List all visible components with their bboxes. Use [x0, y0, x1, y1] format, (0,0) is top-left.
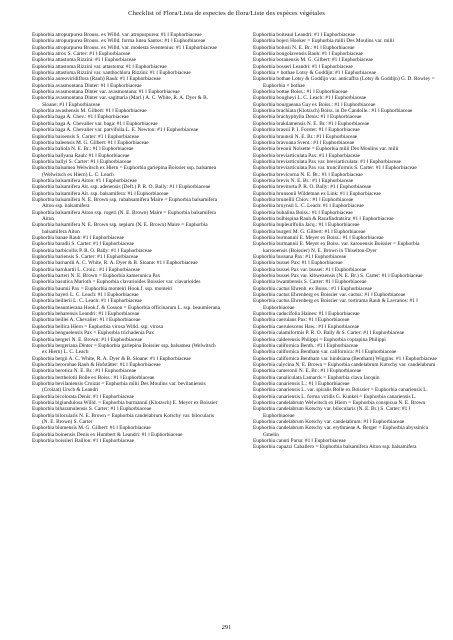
species-entry: Euphorbia avasmontana Dinter: #1 ‖ Euphorbiaceae — [32, 82, 142, 89]
species-entry: Euphorbia bongolavensis Rauh: #1 ‖ Euphorbiaceae — [253, 51, 363, 58]
species-entry: Euphorbia calderensis Philippi = Euphorbia copiapina Philippi — [253, 336, 386, 343]
species-entry: Euphorbia berthelotii Bolle ex Boiss.: #1 ‖ Euphorbiaceae — [32, 374, 155, 381]
species-entry: Euphorbia canuti Parsa: #1 ‖ Euphorbiaceae — [253, 438, 346, 444]
species-entry: Euphorbia caerulescens Haw.: #1 ‖ Euphorbiaceae — [253, 323, 360, 330]
species-entry: Euphorbia bayeri L. C. Leach: #1 ‖ Euphorbiaceae — [32, 292, 139, 299]
species-entry: Euphorbia breviarticulata Pax var. trunciformis S. Carter: #1 ‖ Euphorbiaceae — [253, 165, 417, 172]
species-entry: Euphorbia balsamea Welwitsch ex Hiern = Euphorbia gariepina Boissier ssp. balsamea (Welwitsch ex Hiern) L. C. Leach — [32, 165, 217, 178]
species-entry: Euphorbia boiteaui Leandri: #1 ‖ Euphorbiaceae — [253, 32, 355, 38]
species-entry: Euphorbia bosseri Leandri: #1 ‖ Euphorbiaceae — [253, 63, 353, 70]
species-entry: Euphorbia calamiformis P. R. O. Bally & S. Carter: #1 ‖ Euphorbiaceae — [253, 330, 405, 337]
species-entry: Euphorbia bussana Pax: #1 ‖ Euphorbiaceae — [253, 254, 347, 261]
species-entry: Euphorbia candelabrum Welwitsch ex Hiern = Euphorbia conspicua N. E. Brown — [253, 399, 426, 406]
species-entry: Euphorbia balsamifera N. E. Brown ssp. sepium (N. E. Brown) Maire = Euphorbia balsamifera Aiton — [32, 222, 208, 235]
species-entry: Euphorbia baga A. Chevalier var. parvifolia L. E. Newton: #1 ‖ Euphorbiaceae — [32, 127, 199, 134]
species-entry: Euphorbia bergii A. C. White, R. A. Dyer & B. Sloane: #1 ‖ Euphorbiaceae — [32, 355, 191, 362]
species-entry: Euphorbia balsamifera N. E. Brown ssp. rubabsamifera Maire = Euphorbia balsamifera Aiton ssp. balsamifera — [32, 196, 217, 210]
species-entry: Euphorbia bolusii N. E. Br.: #1 ‖ Euphorbiaceae — [253, 44, 355, 51]
species-entry: Euphorbia cactus Ehrenb. ex Boiss.: #1 ‖ Euphorbiaceae — [253, 285, 373, 292]
species-entry: Euphorbia brakdamensis N. E. Br.: #1 ‖ Euphorbiaceae — [253, 120, 370, 127]
page-number: 291 — [221, 624, 232, 631]
page-header: Checklist of Flora/Lista de especies de flora/Liste des espèces végétales — [128, 10, 325, 17]
species-entry: Euphorbia atropurpurea Brouss. ex Willd. forma lutea Santos: #1 ‖ Euphorbiaceae — [32, 38, 206, 45]
species-entry: Euphorbia baleensis M. G. Gilbert: #1 ‖ Euphorbiaceae — [32, 139, 149, 146]
species-entry: Euphorbia baliola N. E. Br.: #1 ‖ Euphorbiaceae — [32, 146, 134, 153]
species-entry: Euphorbia bourgaeana Gay ex Boiss.: #1 ‖ Euphorbiaceae — [253, 101, 376, 108]
species-entry: Euphorbia balsamifera Ait. ssp. balsamifera: #1 ‖ Euphorbiaceae — [32, 190, 169, 197]
species-entry: Euphorbia bellica Hiern = Euphorbia virosa Willd. ssp. virosa — [32, 323, 163, 330]
species-entry: Euphorbia banae Rauh: #1 ‖ Euphorbiaceae — [32, 235, 124, 241]
species-entry: Euphorbia bothae Lotsy & Goddijn var. anticaffra (Lotsy & Goddijn) G. D. Rowley = Euphorbia × bothae — [253, 76, 435, 89]
species-entry: Euphorbia beharensis Leandri: #1 ‖ Euphorbiaceae — [32, 311, 140, 318]
species-entry: Euphorbia breviarticulata Pax: #1 ‖ Euphorbiaceae — [253, 152, 360, 159]
species-entry: Euphorbia bariensis S. Carter: #1 ‖ Euphorbiaceae — [32, 254, 139, 261]
species-entry: Euphorbia attastoma Rizzini var. xanthochlora Rizzini: #1 ‖ Euphorbiaceae — [32, 70, 191, 77]
species-entry: Euphorbia californica Bentham var. hindsiana (Bentham) Wiggins: #1 ‖ Euphorbiaceae — [253, 355, 437, 362]
species-entry: Euphorbia atropurpurea Brouss. ex Willd. var. atropurpurea: #1 ‖ Euphorbiaceae — [32, 32, 202, 38]
species-entry: Euphorbia bergeriana Dinter = Euphorbia gariepina Boissier ssp. balsamea (Welwitsch ex Hiern) L. C. Leach — [32, 342, 216, 356]
species-entry: Euphorbia ballyana Rauh: #1 ‖ Euphorbiaceae — [32, 152, 130, 159]
species-entry: Euphorbia baioensis S. Carter: #1 ‖ Euphorbiaceae — [32, 133, 139, 140]
species-entry: Euphorbia cameronii N. E. Br.: #1 ‖ Euphorbiaceae — [253, 368, 362, 375]
right-column — [253, 32, 441, 451]
species-entry: Euphorbia bergeri N. E. Brown: #1 ‖ Euphorbiaceae — [32, 336, 143, 343]
species-entry: Euphorbia bougheyi L. C. Leach: #1 ‖ Euphorbiaceae — [253, 95, 367, 102]
species-entry: Euphorbia bottae Boiss.: #1 ‖ Euphorbiaceae — [253, 89, 348, 96]
species-entry: Euphorbia boissieri Baillon: #1 ‖ Euphorbiaceae — [32, 438, 134, 444]
species-entry: Euphorbia calycina N. E. Brown = Euphorbia candelabrum Kotschy var. candelabrum — [253, 361, 436, 368]
species-entry: Euphorbia brevis N. E. Br.: #1 ‖ Euphorbiaceae — [253, 177, 354, 184]
species-entry: Euphorbia balsamifera Aiton: #1 ‖ Euphorbiaceae — [32, 177, 137, 184]
species-entry: Euphorbia attastoma Rizzini: #1 ‖ Euphorbiaceae — [32, 57, 137, 64]
species-entry: Euphorbia berorohae Rauh & Hofstätter: #1 ‖ Euphorbiaceae — [32, 361, 161, 368]
species-entry: Euphorbia bussei Pax var. kibwezensis (N. E. Br.) S. Carter: #1 ‖ Euphorbiaceae — [253, 273, 423, 280]
species-entry: Euphorbia brunellii Chiov.: #1 ‖ Euphorbiaceae — [253, 196, 354, 203]
species-entry: Euphorbia brunsonii Wildeman ex Link: #1 ‖ Euphorbiaceae — [253, 190, 381, 197]
species-entry: Euphorbia canariensis L. var. spiralis Bolle ex Boissier = Euphorbia canariensis L. — [253, 387, 428, 394]
species-entry: Euphorbia biumensis M. G. Gilbert: #1 ‖ Euphorbiaceae — [32, 425, 151, 432]
species-entry: Euphorbia burmannii E. Meyer ex Boiss.: #1 ‖ Euphorbiaceae — [253, 235, 384, 241]
species-entry: Euphorbia barnhartii L. Croiz.: #1 ‖ Euphorbiaceae — [32, 266, 140, 273]
species-entry: Euphorbia avasmontana Dinter var. sagittaria (Marl.) A. C. White, R. A. Dyer & B. Sloane: #1 ‖ Euphorbiaceae — [32, 95, 208, 108]
species-entry: Euphorbia balsamifera Aiton ssp. rogeri (N. E. Brown) Maire = Euphorbia balsamifera Aiton — [32, 209, 216, 222]
species-entry: Euphorbia bussei Pax var. bussei: #1 ‖ Euphorbiaceae — [253, 266, 367, 273]
species-entry: Euphorbia bulbispina Rauh & Razafindratsira: #1 ‖ Euphorbiaceae — [253, 215, 394, 222]
species-entry: Euphorbia candelabrum Kotschy var. erythraeae A. Berger = Euphorbia abyssinica Gmelin — [253, 425, 429, 438]
species-entry: Euphorbia bravoana Svent.: #1 ‖ Euphorbiaceae — [253, 139, 355, 146]
species-entry: Euphorbia biglandulosa Willd. = Euphorbia burmannii (Klotzsch) E. Meyer ex Boissier — [32, 399, 218, 406]
species-entry: Euphorbia × bothae Lotsy & Goddijn: #1 ‖ Euphorbiaceae — [253, 70, 377, 77]
species-entry: Euphorbia candelabrum Kotschy var. candelabrum: #1 ‖ Euphorbiaceae — [253, 418, 405, 425]
species-entry: Euphorbia atrox S. Carter: #1 ‖ Euphorbiaceae — [32, 51, 131, 58]
species-entry: Euphorbia atropurpurea Brouss. ex Willd. var. modesta Sventenius: #1 ‖ Euphorbiaceae — [32, 44, 217, 51]
species-entry: Euphorbia cactus Ehrenberg ex Boissier var. cactus: #1 ‖ Euphorbiaceae — [253, 292, 406, 299]
species-entry: Euphorbia barnardii A. C. White, R. A. Dyer & B. Sloane: #1 ‖ Euphorbiaceae — [32, 260, 198, 267]
species-entry: Euphorbia attastoma Rizzini var. attastoma: #1 ‖ Euphorbiaceae — [32, 63, 167, 70]
species-entry: Euphorbia breonii Noisette = Euphorbia milii Des Moulins var. milii — [253, 146, 399, 153]
species-entry: Euphorbia brachyphylla Denis: #1 ‖ Euphorbiaceae — [253, 114, 362, 121]
species-entry: Euphorbia benguelensis Pax = Euphorbia trichadenia Pax — [32, 330, 154, 337]
species-entry: Euphorbia bicolorata Denis: #1 ‖ Euphorbiaceae — [32, 393, 134, 400]
species-entry: Euphorbia bussei Pax: #1 ‖ Euphorbiaceae — [253, 260, 343, 267]
species-entry: Euphorbia caducifolia Haines: #1 ‖ Euphorbiaceae — [253, 311, 360, 318]
species-entry: Euphorbia brevicorna N. E. Br.: #1 ‖ Euphorbiaceae — [253, 171, 363, 178]
species-entry: Euphorbia bilocularis N. E. Brown = Euphorbia candelabrum Kotschy var. bilocularis (N. E. Brown) S. Carter — [32, 412, 215, 425]
species-entry: Euphorbia capazzi Caballero = Euphorbia balsamifera Aiton ssp. balsamifera — [253, 444, 417, 451]
species-entry: Euphorbia biharamulensis S. Carter: #1 ‖ Euphorbiaceae — [32, 406, 152, 413]
species-entry: Euphorbia barteri N. E. Brown = Euphorbia kamerunica Pax — [32, 273, 161, 280]
species-entry: Euphorbia brevitorta P. R. O. Bally: #1 ‖ Euphorbiaceae — [253, 184, 372, 191]
species-entry: Euphorbia breviarticulata Pax var. breviarticulata: #1 ‖ Euphorbiaceae — [253, 158, 401, 165]
species-entry: Euphorbia canariensis L. forma viridis G. Kunkel = Euphorbia canariensis L. — [253, 393, 417, 400]
species-entry: Euphorbia ballyi S. Carter: #1 ‖ Euphorbiaceae — [32, 158, 132, 165]
species-entry: Euphorbia beillerii L. C. Leach: #1 ‖ Euphorbiaceae — [32, 298, 142, 305]
species-entry: Euphorbia braunsii N. E. Br.: #1 ‖ Euphorbiaceae — [253, 133, 358, 140]
species-entry: Euphorbia bevilaniensis Croizat = Euphorbia milii Des Moulins var. bevilaniensis (Croizat) Ursch & Leandri — [32, 380, 206, 394]
species-entry: Euphorbia boranensis M. G. Gilbert: #1 ‖ Euphorbiaceae — [253, 57, 373, 64]
species-entry: Euphorbia californica Bentham var. californica: #1 ‖ Euphorbiaceae — [253, 349, 397, 356]
species-entry: Euphorbia cactus Ehrenberg ex Boissier var. tortirama Rauh & Lavranos: #1 ‖ Euphorbiaceae — [253, 298, 418, 311]
species-entry: Euphorbia balsamifera Ait. ssp. adenensis (Deft.) P. R. O. Bally: #1 ‖ Euphorbiaceae — [32, 184, 211, 191]
species-entry: Euphorbia avasmontana Dinter var. avasmontana: #1 ‖ Euphorbiaceae — [32, 89, 180, 96]
species-entry: Euphorbia candelabrum Kotschy var. bilocularis (N. E. Br.) S. Carter: #1 ‖ Euphorbiaceae — [253, 406, 411, 419]
species-entry: Euphorbia boinensis Denis ex Humbert & Leandri: #1 ‖ Euphorbiaceae — [32, 431, 183, 438]
species-entry: Euphorbia beillei A. Chevalier: #1 ‖ Euphorbiaceae — [32, 317, 141, 324]
species-entry: Euphorbia bojeri Hooker = Euphorbia milii Des Moulins var. milii — [253, 38, 394, 45]
species-entry: Euphorbia burgeri M. G. Gilbert: #1 ‖ Euphorbiaceae — [253, 228, 366, 235]
left-column — [32, 32, 220, 444]
species-entry: Euphorbia aureoviridiflora (Rauh) Rauh: #1 ‖ Euphorbiaceae — [32, 76, 161, 83]
species-entry: Euphorbia basutica Marloth = Euphorbia clavarioides Boissier var. clavarioides — [32, 279, 201, 286]
species-entry: Euphorbia awashensis M. Gilbert: #1 ‖ Euphorbiaceae — [32, 108, 147, 115]
species-entry: Euphorbia burmannii E. Meyer ex Boiss. var. karooensis Boissier = Euphorbia karrooensis (Boissier) N. E. Brown in Thiselton-Dyer — [253, 241, 420, 254]
species-entry: Euphorbia bupleurifolia Jacq.: #1 ‖ Euphorbiaceae — [253, 222, 360, 229]
species-entry: Euphorbia berotica N. E. Br.: #1 ‖ Euphorbiaceae — [32, 368, 137, 375]
species-entry: Euphorbia bruynsii L. C. Leach: #1 ‖ Euphorbiaceae — [253, 203, 364, 210]
species-entry: Euphorbia barbicollis P. R. O. Bally: #1 ‖ Euphorbiaceae — [32, 247, 152, 254]
species-entry: Euphorbia baradii S. Carter: #1 ‖ Euphorbiaceae — [32, 241, 134, 248]
species-entry: Euphorbia californica Benth.: #1 ‖ Euphorbiaceae — [253, 342, 359, 349]
species-entry: Euphorbia caerulans Pax: #1 ‖ Euphorbiaceae — [253, 317, 350, 324]
species-entry: Euphorbia brachiata (Klotzsch) Boiss. in De Candolle.: #1 ‖ Euphorbiaceae — [253, 108, 413, 115]
species-entry: Euphorbia bubalina Boiss.: #1 ‖ Euphorbiaceae — [253, 209, 353, 216]
species-entry: Euphorbia baga A. Chev.: #1 ‖ Euphorbiaceae — [32, 114, 129, 121]
species-entry: Euphorbia brassii P. I. Forster: #1 ‖ Euphorbiaceae — [253, 127, 360, 134]
species-entry: Euphorbia baga A. Chevalier var. baga: #1 ‖ Euphorbiaceae — [32, 120, 158, 127]
species-entry: Euphorbia canaliculata Lamarck = Euphorbia clava Jacquin — [253, 374, 380, 381]
species-entry: Euphorbia baumii Pax = Euphorbia monteiri Hook.f. ssp. monteiri — [32, 285, 173, 292]
species-entry: Euphorbia canariensis L.: #1 ‖ Euphorbiaceae — [253, 380, 350, 387]
species-entry: Euphorbia beaumierana Hook.f. & Cosson = Euphorbia officinarum L. ssp. beaumierana — [32, 304, 220, 311]
species-entry: Euphorbia bwambensis S. Carter: #1 ‖ Euphorbiaceae — [253, 279, 367, 286]
species-list — [32, 32, 437, 620]
